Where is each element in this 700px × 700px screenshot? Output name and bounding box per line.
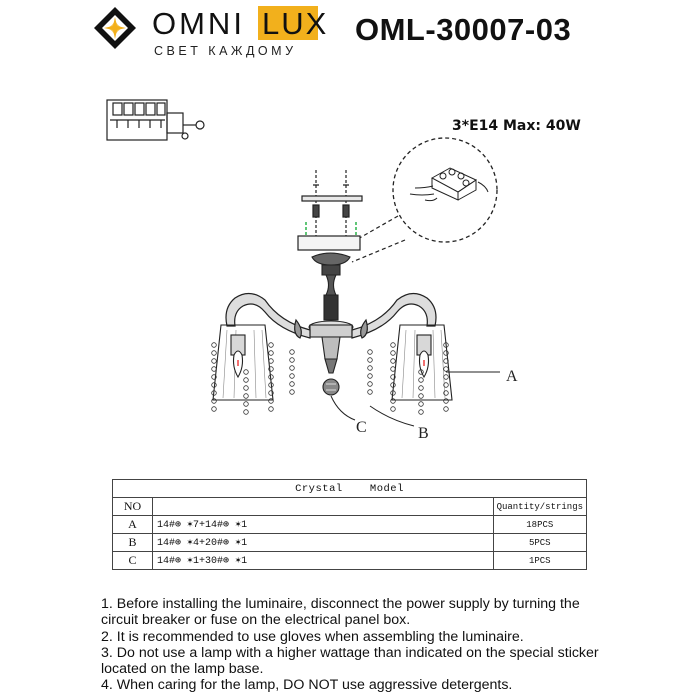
row-no: B [113,534,153,552]
header-qty: Quantity/strings [493,498,586,516]
brand-tagline: СВЕТ КАЖДОМУ [154,44,297,58]
safety-notes [101,596,601,694]
row-no: A [113,516,153,534]
callout-lines [331,372,500,426]
table-title-row [113,480,587,498]
row-formula: 14#⊕ ✶1+30#⊕ ✶1 [153,552,494,570]
header-formula [153,498,494,516]
chandelier-body [309,253,353,395]
note-3: 3. Do not use a lamp with a higher wattage than indicated on the special sticker located on the lamp base. [101,644,599,678]
row-formula: 14#⊕ ✶7+14#⊕ ✶1 [153,516,494,534]
terminal-block-diagram [107,100,204,140]
row-qty: 1PCS [493,552,586,570]
table-title: Crystal Model [113,480,587,498]
table-row [113,552,587,570]
lampshade-right [392,325,452,400]
brand-lux: LUX [262,6,329,41]
table-row [113,516,587,534]
row-no: C [113,552,153,570]
crystal-table [112,479,587,570]
callout-label-c: C [356,419,367,436]
model-code: OML-30007-03 [355,12,572,47]
callout-label-a: A [506,368,518,385]
note-1: 1. Before installing the luminaire, disconnect the power supply by turning the circuit breaker or fuse on the electrical panel box. [101,596,580,629]
table-row [113,534,587,552]
assembly-diagram [0,85,700,465]
wiring-detail-magnifier [342,138,497,262]
diamond-star-icon [93,6,137,50]
row-qty: 18PCS [493,516,586,534]
note-2: 2. It is recommended to use gloves when assembling the luminaire. [101,628,524,645]
row-formula: 14#⊕ ✶4+20#⊕ ✶1 [153,534,494,552]
lamp-spec: 3*E14 Max: 40W [452,118,581,134]
callout-label-b: B [418,425,429,442]
mounting-bracket [298,170,362,250]
row-qty: 5PCS [493,534,586,552]
header-no: NO [113,498,153,516]
note-4: 4. When caring for the lamp, DO NOT use aggressive detergents. [101,677,513,694]
table-header-row [113,498,587,516]
lampshade-left [213,325,273,400]
brand-omni: OMNI [152,6,245,41]
